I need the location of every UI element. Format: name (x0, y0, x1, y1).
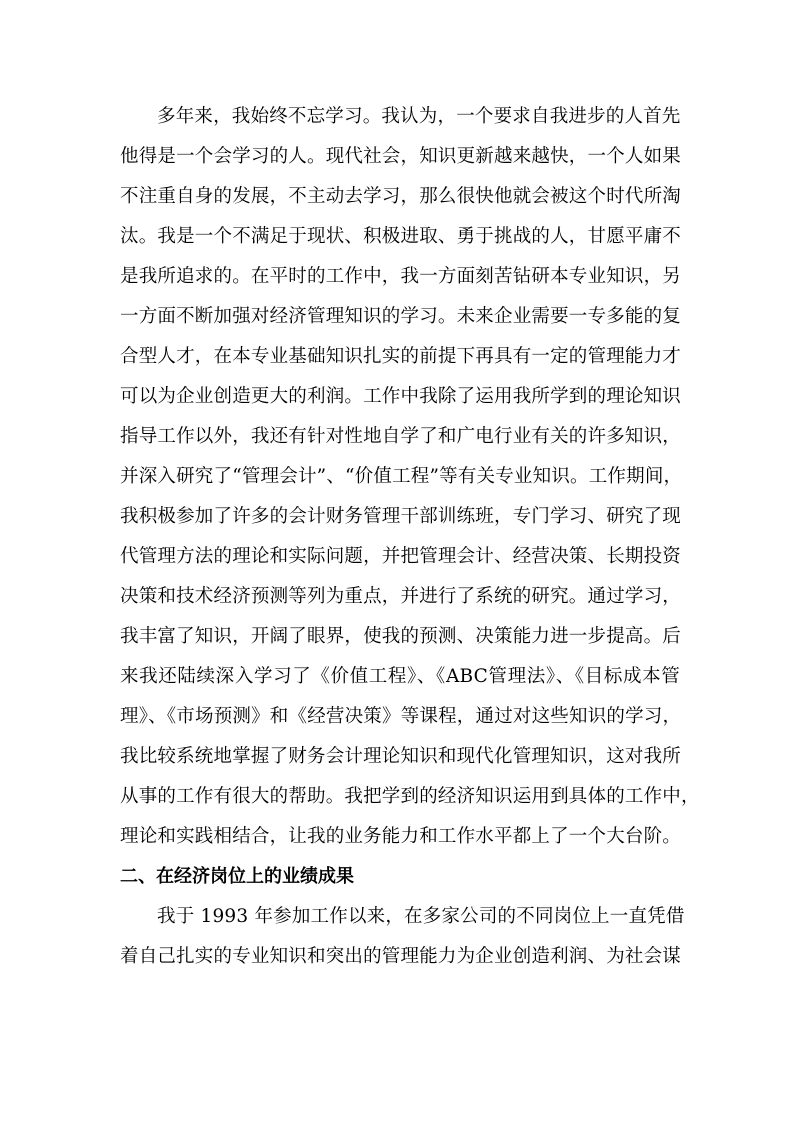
text-line: 汰。我是一个不满足于现状、积极进取、勇于挑战的人，甘愿平庸不 (120, 226, 682, 247)
text-line: 来我还陆续深入学习了《价值工程》、《ABC管理法》、《目标成本管 (120, 666, 680, 687)
text-line: 我比较系统地掌握了财务会计理论知识和现代化管理知识，这对我所 (120, 746, 682, 767)
text-line: 我于 1993 年参加工作以来，在多家公司的不同岗位上一直凭借 (157, 906, 685, 927)
text-line: 不注重自身的发展，不主动去学习，那么很快他就会被这个时代所淘 (120, 186, 682, 207)
text-line: 从事的工作有很大的帮助。我把学到的经济知识运用到具体的工作中， (120, 786, 700, 807)
text-line: 可以为企业创造更大的利润。工作中我除了运用我所学到的理论知识 (120, 386, 682, 407)
text-line: 决策和技术经济预测等列为重点，并进行了系统的研究。通过学习， (120, 586, 682, 607)
text-line: 我积极参加了许多的会计财务管理干部训练班，专门学习、研究了现 (120, 506, 682, 527)
text-line: 理论和实践相结合，让我的业务能力和工作水平都上了一个大台阶。 (120, 826, 682, 847)
text-line: 合型人才，在本专业基础知识扎实的前提下再具有一定的管理能力才 (120, 346, 682, 367)
text-line: 着自己扎实的专业知识和突出的管理能力为企业创造利润、为社会谋 (120, 946, 682, 967)
text-line: 指导工作以外，我还有针对性地自学了和广电行业有关的许多知识， (120, 426, 682, 447)
text-line: 代管理方法的理论和实际问题，并把管理会计、经营决策、长期投资 (120, 546, 682, 567)
text-line: 多年来，我始终不忘学习。我认为，一个要求自我进步的人首先 (157, 106, 681, 127)
text-line: 是我所追求的。在平时的工作中，我一方面刻苦钻研本专业知识，另 (120, 266, 682, 287)
text-line: 我丰富了知识，开阔了眼界，使我的预测、决策能力进一步提高。后 (120, 626, 682, 647)
text-line: 一方面不断加强对经济管理知识的学习。未来企业需要一专多能的复 (120, 306, 682, 327)
section-heading: 二、在经济岗位上的业绩成果 (120, 866, 354, 887)
text-line: 并深入研究了“管理会计”、“价值工程”等有关专业知识。工作期间， (120, 466, 683, 487)
text-line: 理》、《市场预测》和《经营决策》等课程，通过对这些知识的学习， (120, 706, 682, 727)
text-line: 他得是一个会学习的人。现代社会，知识更新越来越快，一个人如果 (120, 146, 682, 167)
